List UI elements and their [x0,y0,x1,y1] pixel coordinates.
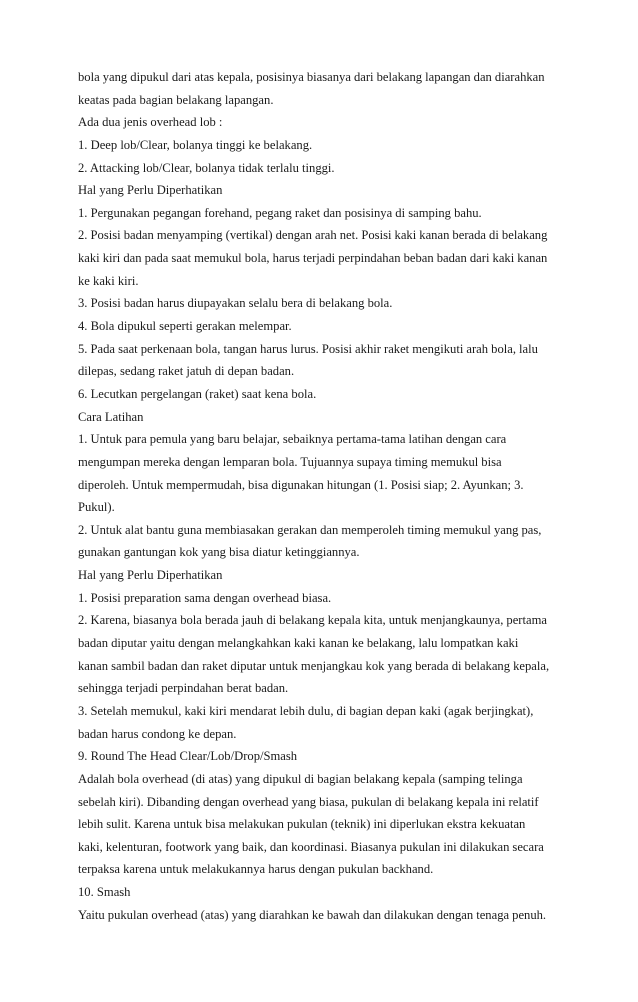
text-line: kaki kiri dan pada saat memukul bola, harus terjadi perpindahan beban badan dari kaki kanan [78,251,548,266]
text-line: 6. Lecutkan pergelangan (raket) saat kena bola. [78,386,317,401]
text-line: 4. Bola dipukul seperti gerakan melempar. [78,319,292,334]
text-line: 2. Attacking lob/Clear, bolanya tidak terlalu tinggi. [78,160,335,175]
text-line: bola yang dipukul dari atas kepala, posisinya biasanya dari belakang lapangan dan diarahkan [78,70,545,84]
text-line: 10. Smash [78,885,131,900]
text-line: diperoleh. Untuk mempermudah, bisa digunakan hitungan (1. Posisi siap; 2. Ayunkan; 3. [78,477,524,492]
text-line: keatas pada bagian belakang lapangan. [78,92,274,107]
text-line: Cara Latihan [78,409,144,424]
text-line: 1. Pergunakan pegangan forehand, pegang raket dan posisinya di samping bahu. [78,205,482,220]
text-line: Ada dua jenis overhead lob : [78,115,223,130]
text-line: ke kaki kiri. [78,273,139,288]
text-line: mengumpan mereka dengan lemparan bola. Tujuannya supaya timing memukul bisa [78,454,502,469]
text-line: Pukul). [78,500,115,515]
text-line: terpaksa karena untuk melakukannya harus dengan pukulan backhand. [78,862,434,877]
text-line: badan harus condong ke depan. [78,726,237,741]
text-line: Adalah bola overhead (di atas) yang dipukul di bagian belakang kepala (samping telinga [78,771,523,786]
text-line: 9. Round The Head Clear/Lob/Drop/Smash [78,749,298,764]
text-line: 5. Pada saat perkenaan bola, tangan harus lurus. Posisi akhir raket mengikuti arah bola, lalu [78,341,538,356]
text-line: kanan sambil badan dan raket diputar untuk menjangkau kok yang berada di belakang kepala, [78,658,550,673]
body-text [78,66,563,926]
text-line: kaki, kelenturan, footwork yang baik, dan koordinasi. Biasanya pukulan ini dilakukan secara [78,839,544,854]
text-line: Yaitu pukulan overhead (atas) yang diarahkan ke bawah dan dilakukan dengan tenaga penuh. [78,907,547,922]
text-line: dilepas, sedang raket jatuh di depan badan. [78,364,295,379]
text-line: badan diputar yaitu dengan melangkahkan kaki kanan ke belakang, lalu lompatkan kaki [78,636,519,651]
text-line: 2. Untuk alat bantu guna membiasakan gerakan dan memperoleh timing memukul yang pas, [78,522,542,537]
text-line: sebelah kiri). Dibanding dengan overhead yang biasa, pukulan di belakang kepala ini relatif [78,794,539,809]
text-line: 3. Setelah memukul, kaki kiri mendarat lebih dulu, di bagian depan kaki (agak berjingkat), [78,703,534,718]
text-line: Hal yang Perlu Diperhatikan [78,568,223,583]
text-line: 1. Untuk para pemula yang baru belajar, sebaiknya pertama-tama latihan dengan cara [78,432,507,447]
text-line: 1. Deep lob/Clear, bolanya tinggi ke belakang. [78,137,313,152]
text-line: 1. Posisi preparation sama dengan overhead biasa. [78,590,332,605]
text-line: lebih sulit. Karena untuk bisa melakukan pukulan (teknik) ini diperlukan ekstra kekuatan [78,817,526,832]
text-line: 2. Posisi badan menyamping (vertikal) dengan arah net. Posisi kaki kanan berada di belakang [78,228,548,243]
text-line: 3. Posisi badan harus diupayakan selalu bera di belakang bola. [78,296,393,311]
text-line: Hal yang Perlu Diperhatikan [78,183,223,198]
text-line: gunakan gantungan kok yang bisa diatur ketinggiannya. [78,545,360,560]
text-line: 2. Karena, biasanya bola berada jauh di belakang kepala kita, untuk menjangkaunya, pertama [78,613,547,628]
text-line: sehingga terjadi perpindahan berat badan. [78,681,289,696]
